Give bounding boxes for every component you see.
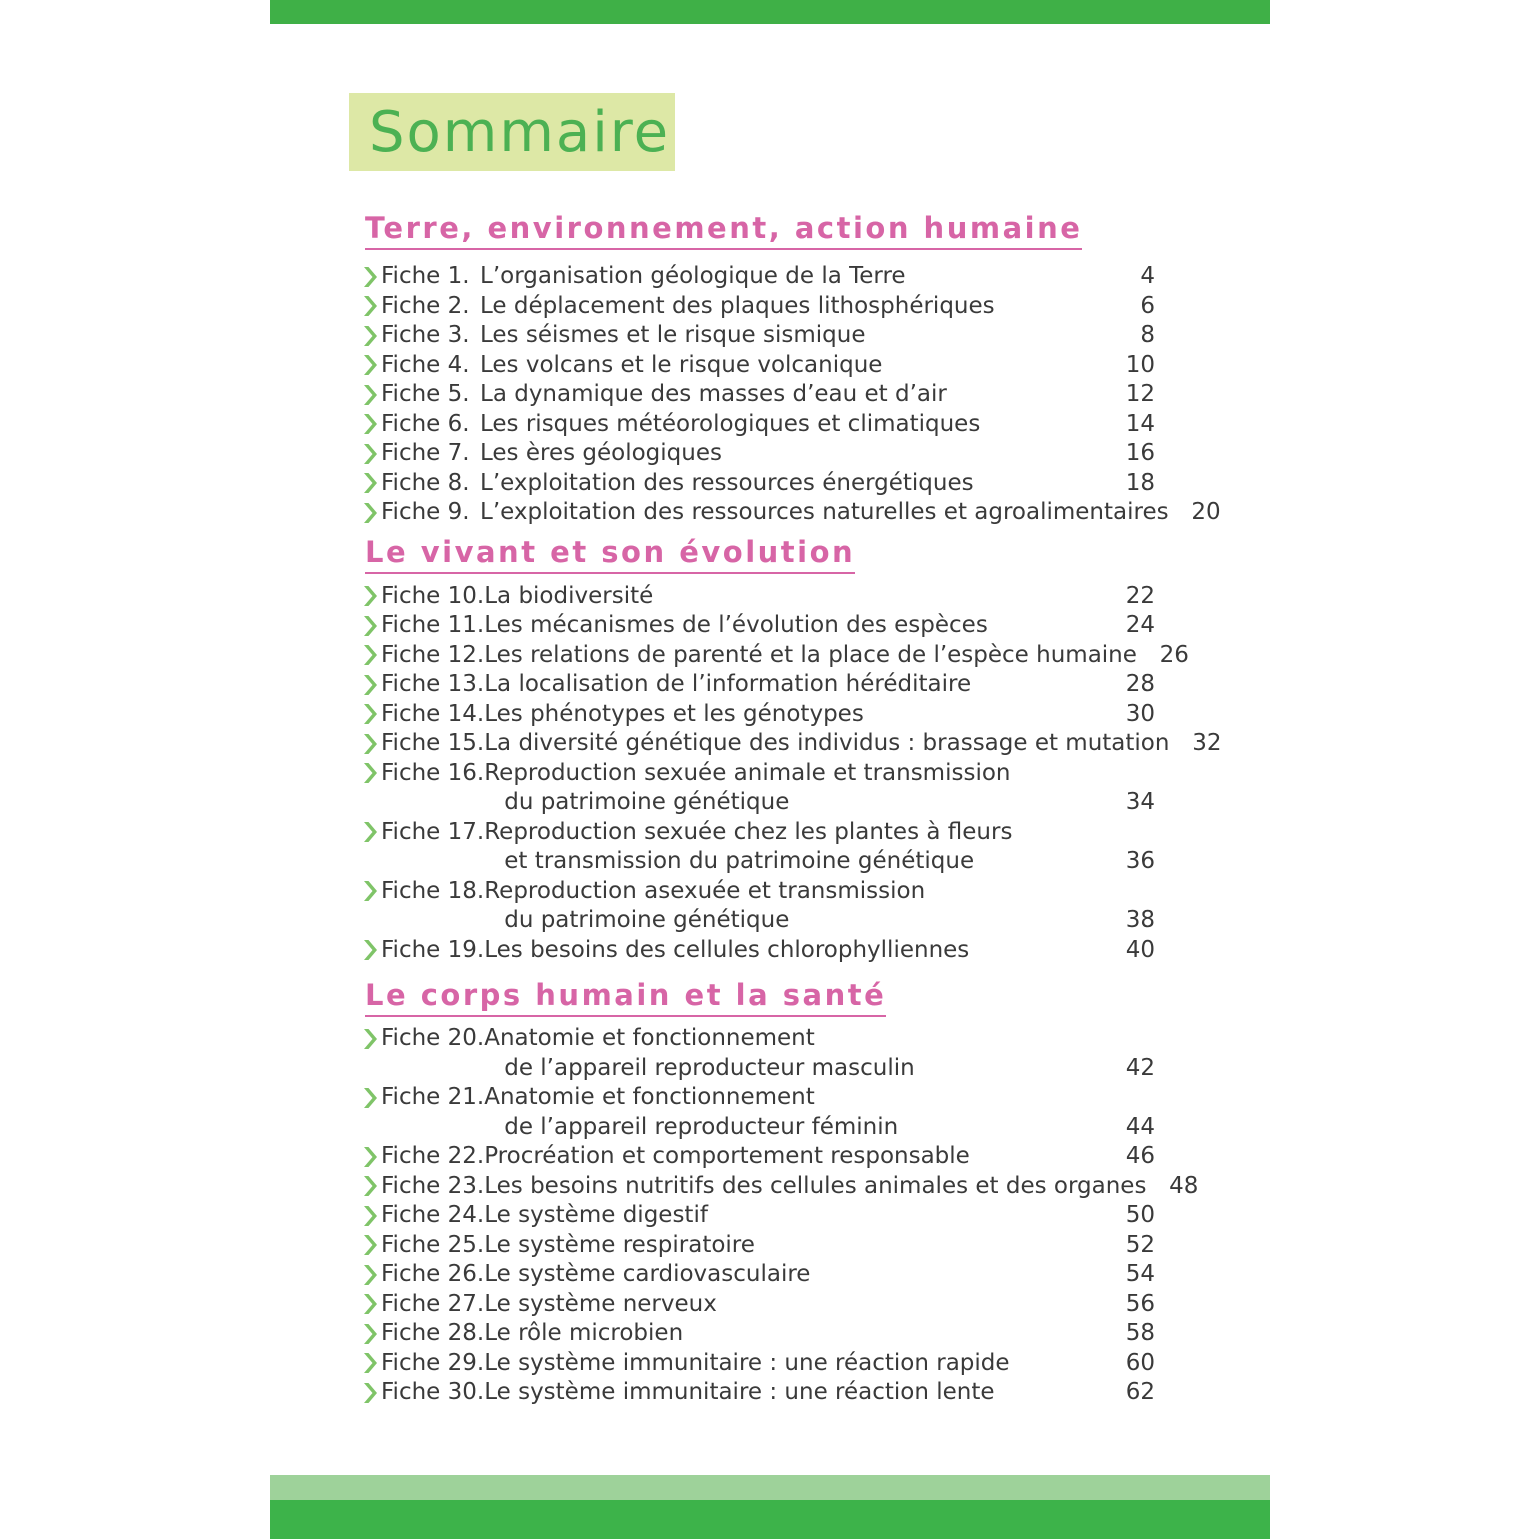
chevron-right-icon <box>364 469 381 499</box>
entry-title-line: Procréation et comportement responsable <box>484 1143 970 1169</box>
toc-section <box>345 534 1222 966</box>
fiche-label: Fiche 4. <box>381 351 470 378</box>
fiche-label: Fiche 28. <box>381 1320 485 1346</box>
chevron-right-icon <box>364 1260 381 1290</box>
toc-entry <box>364 292 1155 322</box>
fiche-label: Fiche 13. <box>381 671 485 697</box>
entry-title-continuation: de l’appareil reproducteur féminin <box>504 1113 899 1140</box>
chevron-right-icon <box>364 292 381 322</box>
page-number: 44 <box>1125 1113 1155 1140</box>
entry-title-continuation: de l’appareil reproducteur masculin <box>504 1054 915 1081</box>
fiche-label: Fiche 9. <box>381 499 470 525</box>
entry-title-line: Les volcans et le risque volcanique <box>480 351 883 378</box>
toc-entry <box>364 641 1189 671</box>
toc-entry <box>364 321 1155 351</box>
chevron-right-icon <box>364 351 381 381</box>
toc-entry <box>364 1201 1155 1231</box>
fiche-label: Fiche 2. <box>381 292 470 319</box>
toc-entry <box>364 469 1155 499</box>
chevron-right-icon <box>364 321 381 351</box>
toc-sections <box>345 211 1222 1408</box>
entry-title-continuation: et transmission du patrimoine génétique <box>504 848 975 874</box>
bottom-dark-green-bar <box>270 1500 1270 1539</box>
fiche-label: Fiche 18. <box>381 877 485 904</box>
page-number: 28 <box>1125 671 1155 697</box>
page-number: 26 <box>1159 641 1189 668</box>
chevron-right-icon <box>364 611 381 641</box>
page-number: 48 <box>1169 1172 1199 1199</box>
entry-title-line: Le rôle microbien <box>484 1320 684 1346</box>
entry-title <box>480 498 1169 528</box>
entry-title-line: Les séismes et le risque sismique <box>480 322 866 348</box>
toc-entry <box>364 611 1155 641</box>
toc-entry <box>364 410 1155 440</box>
entry-title-line: Les phénotypes et les génotypes <box>484 700 864 727</box>
chevron-right-icon <box>364 1024 381 1054</box>
entry-title <box>484 1201 1103 1231</box>
fiche-label: Fiche 15. <box>381 730 485 756</box>
chevron-right-icon <box>364 380 381 410</box>
fiche-label: Fiche 20. <box>381 1025 485 1051</box>
entry-title-line: Le système immunitaire : une réaction lente <box>484 1379 995 1405</box>
entry-title <box>484 641 1137 671</box>
entry-title <box>480 262 1103 292</box>
toc-entry <box>364 351 1155 381</box>
toc-entry <box>364 1290 1155 1320</box>
entry-title <box>484 818 1103 877</box>
chevron-right-icon <box>364 439 381 469</box>
page-number: 40 <box>1125 936 1155 963</box>
chevron-right-icon <box>364 582 381 612</box>
page-number: 8 <box>1140 322 1155 348</box>
fiche-label: Fiche 6. <box>381 410 470 437</box>
page-number: 4 <box>1140 263 1155 289</box>
toc-entry <box>364 936 1155 966</box>
fiche-label: Fiche 10. <box>381 582 485 609</box>
chevron-right-icon <box>364 262 381 292</box>
entry-title <box>480 469 1103 499</box>
toc-section <box>345 978 1199 1408</box>
page-number: 38 <box>1125 907 1155 933</box>
chevron-right-icon <box>364 641 381 671</box>
entry-title <box>484 1172 1146 1202</box>
entry-title-line: Anatomie et fonctionnement <box>484 1025 815 1051</box>
entry-title-line: La dynamique des masses d’eau et d’air <box>480 381 947 407</box>
page-number: 22 <box>1125 582 1155 609</box>
entry-title-line: Le système cardiovasculaire <box>484 1261 811 1287</box>
entry-title-line: Les risques météorologiques et climatiques <box>480 410 981 437</box>
chevron-right-icon <box>364 498 381 528</box>
entry-title <box>484 700 1103 730</box>
chevron-right-icon <box>364 818 381 848</box>
entry-title-line: Anatomie et fonctionnement <box>484 1084 815 1110</box>
page-number: 36 <box>1125 848 1155 874</box>
entry-title-line: Le système digestif <box>484 1202 708 1228</box>
page-number: 14 <box>1125 410 1155 437</box>
page-number: 30 <box>1125 700 1155 727</box>
fiche-label: Fiche 8. <box>381 469 470 496</box>
chevron-right-icon <box>364 877 381 907</box>
entry-title <box>484 1231 1103 1261</box>
entry-title <box>484 1260 1103 1290</box>
entry-title <box>484 611 1103 641</box>
page-number: 60 <box>1125 1349 1155 1376</box>
toc-entry <box>364 1260 1155 1290</box>
entry-title-line: Les mécanismes de l’évolution des espèces <box>484 612 988 638</box>
fiche-label: Fiche 16. <box>381 759 485 786</box>
entry-title <box>484 759 1103 818</box>
fiche-label: Fiche 11. <box>381 612 485 638</box>
chevron-right-icon <box>364 1083 381 1113</box>
toc-entry <box>364 1172 1199 1202</box>
toc-content <box>345 0 1222 1408</box>
page-number: 50 <box>1125 1202 1155 1228</box>
chevron-right-icon <box>364 1378 381 1408</box>
entry-title-line: Les besoins des cellules chlorophylliennes <box>484 936 970 963</box>
entry-title <box>484 1349 1103 1379</box>
fiche-label: Fiche 26. <box>381 1261 485 1287</box>
fiche-label: Fiche 21. <box>381 1084 485 1110</box>
entry-title-line: La localisation de l’information héréditaire <box>484 671 972 697</box>
fiche-label: Fiche 1. <box>381 263 470 289</box>
entry-title-line: L’organisation géologique de la Terre <box>480 263 906 289</box>
page-number: 16 <box>1125 440 1155 466</box>
toc-entry <box>364 1378 1155 1408</box>
entry-title <box>480 292 1103 322</box>
page-number: 34 <box>1125 789 1155 815</box>
entry-title-line: Reproduction asexuée et transmission <box>484 877 926 904</box>
entry-title <box>484 936 1103 966</box>
chevron-right-icon <box>364 1172 381 1202</box>
fiche-label: Fiche 25. <box>381 1231 485 1258</box>
toc-entry <box>364 380 1155 410</box>
toc-entry <box>364 1083 1155 1142</box>
entry-title <box>480 380 1103 410</box>
entry-title-line: La biodiversité <box>484 582 654 609</box>
entry-title <box>484 670 1103 700</box>
toc-entry <box>364 1231 1155 1261</box>
chevron-right-icon <box>364 1319 381 1349</box>
fiche-label: Fiche 23. <box>381 1172 485 1199</box>
toc-entry <box>364 670 1155 700</box>
chevron-right-icon <box>364 1290 381 1320</box>
fiche-label: Fiche 3. <box>381 322 470 348</box>
entry-title-line: Les ères géologiques <box>480 440 722 466</box>
page-number: 32 <box>1192 730 1222 756</box>
entry-title-line: Le système respiratoire <box>484 1231 755 1258</box>
toc-entry <box>364 439 1155 469</box>
toc-entry <box>364 262 1155 292</box>
fiche-label: Fiche 7. <box>381 440 470 466</box>
entry-title <box>480 439 1103 469</box>
fiche-label: Fiche 22. <box>381 1143 485 1169</box>
entry-title <box>484 877 1103 936</box>
chevron-right-icon <box>364 759 381 789</box>
entry-title-line: Les relations de parenté et la place de l’espèce humaine <box>484 641 1137 668</box>
chevron-right-icon <box>364 700 381 730</box>
chevron-right-icon <box>364 936 381 966</box>
chevron-right-icon <box>364 1349 381 1379</box>
bottom-light-green-bar <box>270 1475 1270 1500</box>
fiche-label: Fiche 19. <box>381 936 485 963</box>
entry-title-line: Le déplacement des plaques lithosphériques <box>480 292 995 319</box>
toc-section <box>345 211 1221 528</box>
entry-title <box>484 582 1103 612</box>
chevron-right-icon <box>364 1142 381 1172</box>
page-number: 24 <box>1125 612 1155 638</box>
fiche-label: Fiche 5. <box>381 381 470 407</box>
page-number: 18 <box>1125 469 1155 496</box>
page-number: 12 <box>1125 381 1155 407</box>
entry-title-line: La diversité génétique des individus : brassage et mutation <box>484 730 1170 756</box>
chevron-right-icon <box>364 1231 381 1261</box>
entry-title <box>480 410 1103 440</box>
entry-title-line: Le système immunitaire : une réaction rapide <box>484 1349 1010 1376</box>
section-heading: Le vivant et son évolution <box>365 536 855 574</box>
entry-title-line: Le système nerveux <box>484 1290 717 1317</box>
fiche-label: Fiche 24. <box>381 1202 485 1228</box>
entry-title-line: Les besoins nutritifs des cellules animales et des organes <box>484 1172 1147 1199</box>
section-entries <box>364 1024 1199 1408</box>
fiche-label: Fiche 14. <box>381 700 485 727</box>
fiche-label: Fiche 30. <box>381 1379 485 1405</box>
entry-title <box>484 1142 1103 1172</box>
toc-entry <box>364 1349 1155 1379</box>
page-number: 56 <box>1125 1290 1155 1317</box>
section-heading: Terre, environnement, action humaine <box>365 212 1082 250</box>
page-number: 42 <box>1125 1054 1155 1081</box>
entry-title <box>480 321 1103 351</box>
page-number: 58 <box>1125 1320 1155 1346</box>
page-title-box <box>349 93 675 171</box>
entry-title-continuation: du patrimoine génétique <box>504 907 790 933</box>
entry-title-line: Reproduction sexuée chez les plantes à fleurs <box>484 818 1013 845</box>
entry-title <box>484 1083 1103 1142</box>
fiche-label: Fiche 17. <box>381 818 485 845</box>
section-entries <box>364 262 1221 528</box>
chevron-right-icon <box>364 729 381 759</box>
toc-entry <box>364 1319 1155 1349</box>
page-number: 62 <box>1125 1379 1155 1405</box>
entry-title-line: Reproduction sexuée animale et transmission <box>484 759 1011 786</box>
entry-title <box>484 729 1169 759</box>
toc-entry <box>364 818 1155 877</box>
page-number: 6 <box>1140 292 1155 319</box>
toc-entry <box>364 729 1222 759</box>
entry-title <box>480 351 1103 381</box>
section-entries <box>364 582 1222 966</box>
chevron-right-icon <box>364 670 381 700</box>
page-number: 54 <box>1125 1261 1155 1287</box>
section-heading: Le corps humain et la santé <box>365 979 886 1017</box>
entry-title-continuation: du patrimoine génétique <box>504 789 790 815</box>
entry-title <box>484 1290 1103 1320</box>
fiche-label: Fiche 27. <box>381 1290 485 1317</box>
entry-title <box>484 1319 1103 1349</box>
page-number: 46 <box>1125 1143 1155 1169</box>
page-title: Sommaire <box>369 99 671 165</box>
toc-entry <box>364 877 1155 936</box>
entry-title-line: L’exploitation des ressources énergétiques <box>480 469 974 496</box>
chevron-right-icon <box>364 1201 381 1231</box>
toc-entry <box>364 582 1155 612</box>
toc-entry <box>364 1024 1155 1083</box>
page-number: 20 <box>1191 499 1221 525</box>
page-number: 10 <box>1125 351 1155 378</box>
entry-title-line: L’exploitation des ressources naturelles et agroalimentaires <box>480 499 1169 525</box>
fiche-label: Fiche 12. <box>381 641 485 668</box>
fiche-label: Fiche 29. <box>381 1349 485 1376</box>
entry-title <box>484 1024 1103 1083</box>
toc-entry <box>364 1142 1155 1172</box>
toc-entry <box>364 700 1155 730</box>
chevron-right-icon <box>364 410 381 440</box>
entry-title <box>484 1378 1103 1408</box>
toc-entry <box>364 498 1221 528</box>
toc-entry <box>364 759 1155 818</box>
page-number: 52 <box>1125 1231 1155 1258</box>
